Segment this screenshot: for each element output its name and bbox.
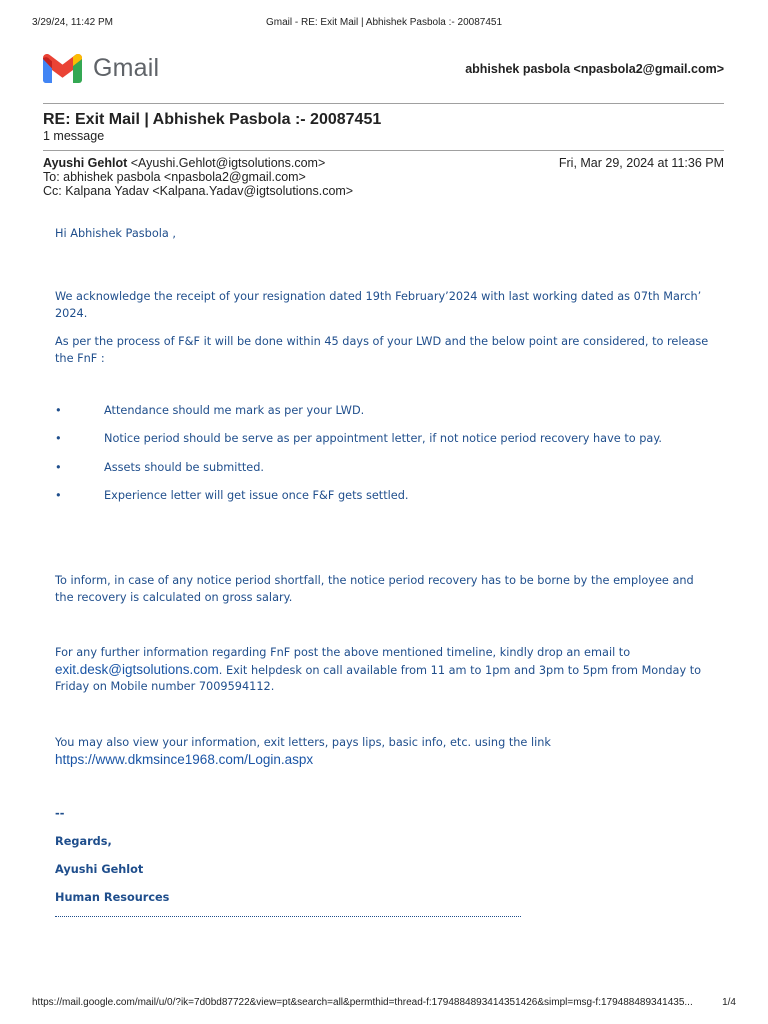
helpdesk-email-link[interactable]: exit.desk@igtsolutions.com: [55, 661, 219, 677]
message-date: Fri, Mar 29, 2024 at 11:36 PM: [558, 156, 724, 170]
list-item-text: Experience letter will get issue once F&F gets settled.: [104, 489, 409, 502]
message-header: [43, 156, 353, 198]
divider: [43, 150, 724, 151]
bullet-icon: •: [55, 432, 62, 445]
bullet-icon: •: [55, 461, 62, 474]
print-datetime: 3/29/24, 11:42 PM: [32, 17, 113, 28]
signature-regards: Regards,: [55, 835, 112, 848]
list-item-text: Notice period should be serve as per appointment letter, if not notice period recovery have to pay.: [104, 432, 663, 445]
cc-row: Cc: Kalpana Yadav <Kalpana.Yadav@igtsolutions.com>: [43, 184, 354, 198]
paragraph-helpdesk: [55, 645, 715, 696]
signature-divider: [55, 916, 521, 917]
list-item-text: Assets should be submitted.: [104, 461, 265, 474]
signature-department: Human Resources: [55, 891, 170, 904]
signature-name: Ayushi Gehlot: [55, 863, 144, 876]
gmail-m-icon: [43, 54, 82, 83]
paragraph-resignation: We acknowledge the receipt of your resignation dated 19th February’2024 with last working dated as 07th March’ 2024.: [55, 290, 702, 320]
portal-link[interactable]: https://www.dkmsince1968.com/Login.aspx: [55, 751, 314, 767]
print-title: Gmail - RE: Exit Mail | Abhishek Pasbola :- 20087451: [265, 17, 503, 28]
thread-subject: RE: Exit Mail | Abhishek Pasbola :- 20087451: [43, 111, 382, 128]
list-item-text: Attendance should me mark as per your LWD.: [104, 404, 365, 417]
gmail-wordmark: Gmail: [93, 54, 160, 82]
bullet-icon: •: [55, 489, 62, 502]
to-row: To: abhishek pasbola <npasbola2@gmail.com>: [43, 170, 306, 184]
message-count: 1 message: [43, 129, 105, 143]
sender-name: Ayushi Gehlot: [43, 156, 128, 170]
helpdesk-text-cont: . Exit helpdesk on call available from 11 am to 1pm and 3pm to 5pm from Monday to Friday on Mobile number 7009594112.: [55, 663, 702, 693]
gmail-logo[interactable]: [43, 54, 159, 83]
paragraph-fnf-process: As per the process of F&F it will be done within 45 days of your LWD and the below point are considered, to release the FnF :: [55, 335, 709, 365]
sender-row: [43, 156, 353, 170]
page-number: 1/4: [722, 997, 736, 1008]
sender-email: <Ayushi.Gehlot@igtsolutions.com>: [127, 156, 326, 170]
bullet-icon: •: [55, 404, 62, 417]
divider: [43, 103, 724, 104]
portal-text: You may also view your information, exit letters, pays lips, basic info, etc. using the link: [55, 736, 551, 749]
print-url: https://mail.google.com/mail/u/0/?ik=7d0bd87722&view=pt&search=all&permthid=thread-f:1794884893414351426&simpl=msg-f:179488489341435...: [32, 997, 693, 1008]
helpdesk-text: For any further information regarding FnF post the above mentioned timeline, kindly drop an email to: [55, 646, 631, 659]
account-label: abhishek pasbola <npasbola2@gmail.com>: [465, 62, 724, 76]
paragraph-notice-shortfall: To inform, in case of any notice period shortfall, the notice period recovery has to be borne by the employee and the recovery is calculated on gross salary.: [55, 574, 694, 604]
signature-dash: --: [55, 807, 65, 820]
greeting: Hi Abhishek Pasbola ,: [55, 227, 176, 240]
paragraph-portal: [55, 735, 715, 769]
